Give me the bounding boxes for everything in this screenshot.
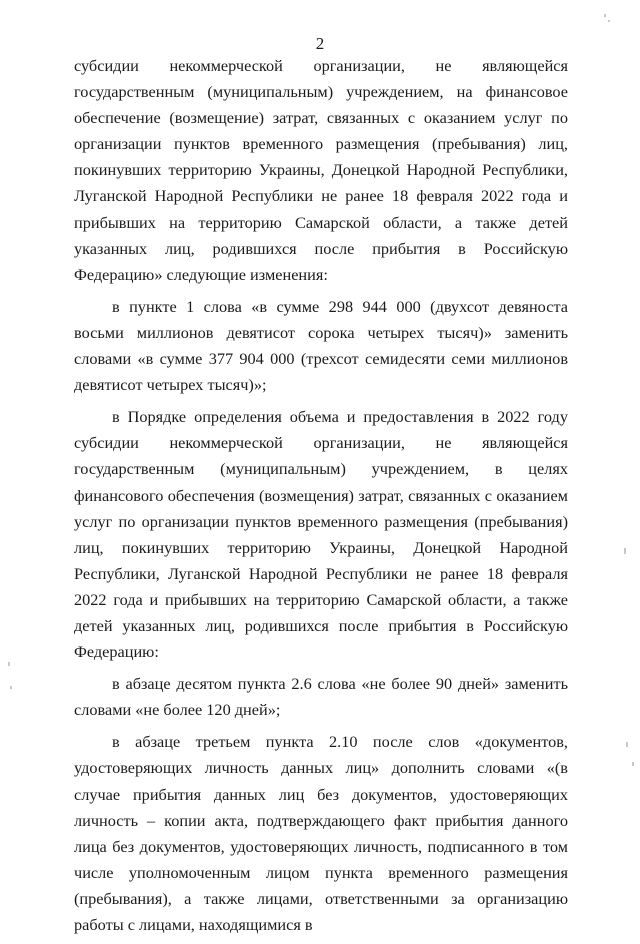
paragraph-point-2-10: в абзаце третьем пункта 2.10 после слов «документов, удостоверяющих личность данных лиц» дополнить словами «(в случае прибытия данных лиц без документов, удостоверяющих личность – копии акта, подтверждающего факт прибытия данного лица без документов, удостоверяющих личность, подписанного в том числе уполномоченным лицом пункта временного размещения (пребывания), а также лицами, ответственными за организацию работы с лицами, находящимися в [74,732,568,934]
scan-artifact-right-edge-2 [626,742,628,747]
scan-artifact-right-edge-3 [632,762,634,766]
scan-artifact-top-right [604,14,606,17]
paragraph-point-2-6: в абзаце десятом пункта 2.6 слова «не более 90 дней» заменить словами «не более 120 дней»; [74,674,568,720]
scan-artifact-top-right-2 [608,20,610,22]
page-number: 2 [315,34,325,53]
paragraph-subsidy-continuation: субсидии некоммерческой организации, не являющейся государственным (муниципальным) учреждением, на финансовое обеспечение (возмещение) затрат, связанных с оказанием услуг по организации пунктов временного размещения (пребывания) лиц, покинувших территорию Украины, Донецкой Народной Республики, Луганской Народной Республики не ранее 18 февраля 2022 года и прибывших на территорию Самарской области, а также детей указанных лиц, родившихся после прибытия в Российскую Федерацию» следующие изменения: [74,56,568,284]
scan-artifact-right-edge [624,548,626,554]
scan-artifact-left-edge-2 [10,686,12,689]
paragraph-procedure-amendments: в Порядке определения объема и предоставления в 2022 году субсидии некоммерческой организации, не являющейся государственным (муниципальным) учреждением, в целях финансового обеспечения (возмещения) затрат, связанных с оказанием услуг по организации пунктов временного размещения (пребывания) лиц, покинувших территорию Украины, Донецкой Народной Республики, Луганской Народной Республики не ранее 18 февраля 2022 года и прибывших на территорию Самарской области, а также детей указанных лиц, родившихся после прибытия в Российскую Федерацию: [74,407,568,662]
document-body [74,53,568,944]
scan-artifact-left-edge [8,662,10,666]
paragraph-point-1-amount: в пункте 1 слова «в сумме 298 944 000 (двухсот девяноста восьми миллионов девятисот сорока четырех тысяч)» заменить словами «в сумме 377 904 000 (трехсот семидесяти семи миллионов девятисот четырех тысяч)»; [74,296,568,395]
